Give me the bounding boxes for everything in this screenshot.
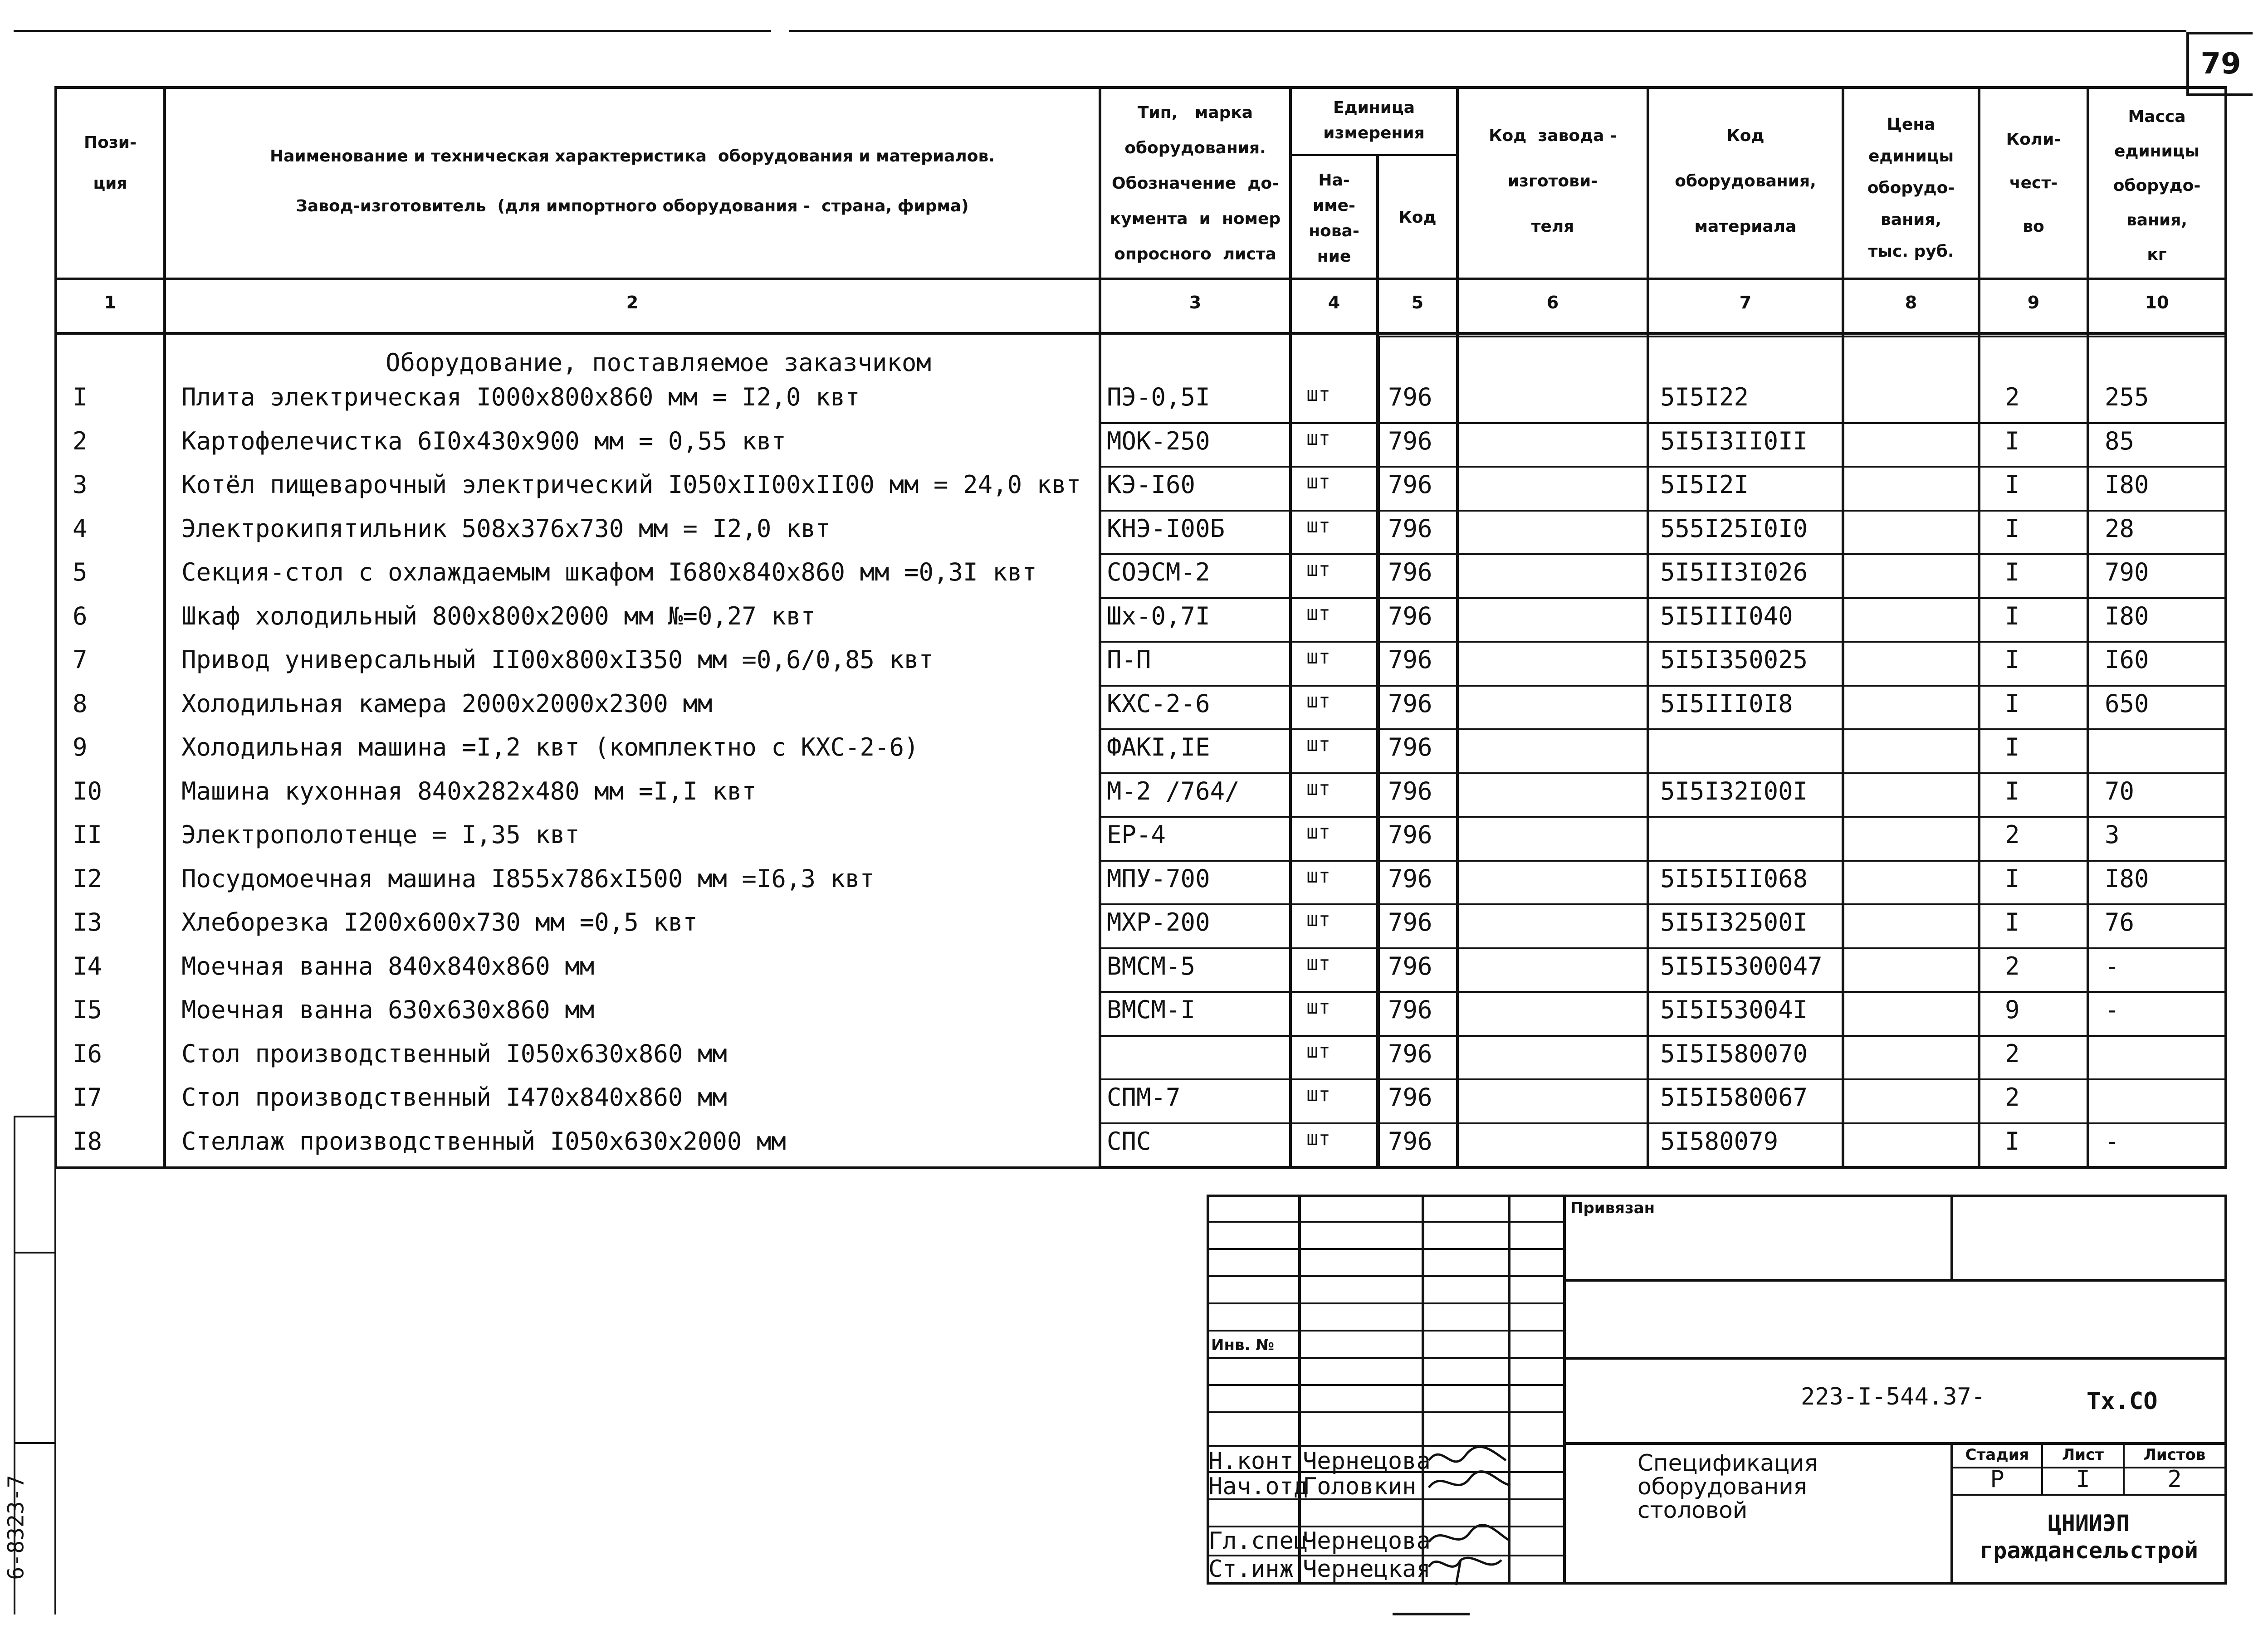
- cell-quantity: 2: [2005, 1083, 2020, 1112]
- cell-name: Моечная ванна 630x630x860 мм: [181, 995, 595, 1024]
- cell-mass: 255: [2105, 383, 2149, 411]
- row-divider: [1099, 466, 2227, 468]
- cell-equipment-code: 5I5I32I00I: [1660, 776, 1808, 805]
- cell-equipment-code: 5I5II3I026: [1660, 558, 1808, 586]
- cell-equipment-code: 5I5I580070: [1660, 1039, 1808, 1068]
- cell-quantity: I: [2005, 426, 2020, 455]
- cell-quantity: 2: [2005, 1039, 2020, 1068]
- role-1: Н.конт: [1208, 1448, 1294, 1475]
- cell-unit: шт: [1306, 864, 1330, 888]
- cell-type: ФАКI,IЕ: [1107, 733, 1210, 761]
- sheets-label: Листов: [2143, 1446, 2206, 1464]
- cell-mass: 650: [2105, 689, 2149, 718]
- header-factory-code: Код завода - изготови- теля: [1489, 127, 1617, 236]
- cell-position: I4: [73, 951, 103, 980]
- cell-mass: -: [2105, 951, 2120, 980]
- cell-name: Хлеборезка I200x600x730 мм =0,5 квт: [181, 908, 698, 937]
- cell-name: Электрополотенце = I,35 квт: [181, 820, 580, 849]
- cell-equipment-code: 555I25I0I0: [1660, 514, 1808, 543]
- cell-type: ВМСМ-5: [1107, 951, 1196, 980]
- stage-value: Р: [1990, 1466, 2004, 1493]
- cell-mass: -: [2105, 995, 2120, 1024]
- cell-mass: 28: [2105, 514, 2135, 543]
- bottom-mark: [1393, 1613, 1470, 1615]
- cell-unit: шт: [1306, 1039, 1330, 1063]
- cell-name: Стеллаж производственный I050x630x2000 мм: [181, 1127, 786, 1156]
- left-binding-mid: [14, 1252, 56, 1254]
- cell-mass: 790: [2105, 558, 2149, 586]
- stage-label: Стадия: [1965, 1446, 2029, 1464]
- cell-quantity: I: [2005, 1127, 2020, 1156]
- cell-unit: шт: [1306, 514, 1330, 537]
- header-equipment-code: Код оборудования, материала: [1675, 127, 1816, 236]
- cell-quantity: 9: [2005, 995, 2020, 1024]
- row-divider: [1099, 422, 2227, 424]
- col-number-3: 3: [1189, 293, 1202, 312]
- cell-equipment-code: 5I5III0I8: [1660, 689, 1793, 718]
- row-divider: [1099, 860, 2227, 862]
- cell-position: 5: [73, 558, 88, 586]
- cell-mass: I60: [2105, 645, 2149, 674]
- cell-name: Стол производственный I470x840x860 мм: [181, 1083, 727, 1112]
- cell-position: 7: [73, 645, 88, 674]
- role-4: Ст.инж: [1208, 1556, 1294, 1583]
- cell-name: Холодильная камера 2000x2000x2300 мм: [181, 689, 713, 718]
- cell-position: 2: [73, 426, 88, 455]
- cell-name: Электрокипятильник 508x376x730 мм = I2,0 квт: [181, 514, 831, 543]
- cell-type: КХС-2-6: [1107, 689, 1210, 718]
- cell-equipment-code: 5I580079: [1660, 1127, 1779, 1156]
- cell-equipment-code: 5I5I3II0II: [1660, 426, 1808, 455]
- row-divider: [1099, 1122, 2227, 1124]
- cell-mass: 3: [2105, 820, 2120, 849]
- org-line-2: гражданcельстрой: [1980, 1537, 2198, 1564]
- cell-unit-code: 796: [1388, 864, 1432, 893]
- cell-unit-code: 796: [1388, 908, 1432, 937]
- top-frame-line-2: [789, 30, 2186, 32]
- cell-quantity: 2: [2005, 951, 2020, 980]
- cell-name: Котёл пищеварочный электрический I050xII00xII00 мм = 24,0 квт: [181, 470, 1081, 499]
- cell-equipment-code: 5I5I22: [1660, 383, 1749, 411]
- cell-unit: шт: [1306, 1127, 1330, 1150]
- section-title: Оборудование, поставляемое заказчиком: [386, 348, 931, 377]
- cell-name: Посудомоечная машина I855x786xI500 мм =I6,3 квт: [181, 864, 875, 893]
- cell-quantity: I: [2005, 776, 2020, 805]
- cell-type: ВМСМ-I: [1107, 995, 1196, 1024]
- sheet-label: Лист: [2062, 1446, 2104, 1464]
- cell-equipment-code: 5I5I580067: [1660, 1083, 1808, 1112]
- col-number-7: 7: [1739, 293, 1752, 312]
- left-binding-line-2: [54, 1116, 56, 1614]
- cell-unit: шт: [1306, 689, 1330, 712]
- header-type: Тип, марка оборудования. Обозначение до- кумента и номер опросного листа: [1110, 103, 1281, 263]
- cell-quantity: I: [2005, 645, 2020, 674]
- cell-unit-code: 796: [1388, 1039, 1432, 1068]
- cell-position: 9: [73, 733, 88, 761]
- cell-name: Машина кухонная 840x282x480 мм =I,I квт: [181, 776, 757, 805]
- cell-quantity: 2: [2005, 383, 2020, 411]
- cell-unit: шт: [1306, 645, 1330, 668]
- cell-name: Стол производственный I050x630x860 мм: [181, 1039, 727, 1068]
- cell-unit-code: 796: [1388, 733, 1432, 761]
- left-binding-top: [14, 1116, 56, 1117]
- row-divider: [1099, 510, 2227, 512]
- sheet-number: 79: [2186, 32, 2253, 96]
- cell-name: Привод универсальный II00x800xI350 мм =0,6/0,85 квт: [181, 645, 934, 674]
- person-1: Чернецова: [1303, 1448, 1431, 1475]
- top-frame-line: [14, 30, 771, 32]
- inv-no-label: Инв. №: [1211, 1336, 1275, 1354]
- cell-equipment-code: 5I5I5300047: [1660, 951, 1823, 980]
- col-number-1: 1: [104, 293, 117, 312]
- doc-code: 223-I-544.37-: [1801, 1383, 1985, 1410]
- row-divider: [1099, 728, 2227, 730]
- row-divider: [1099, 816, 2227, 818]
- cell-unit-code: 796: [1388, 470, 1432, 499]
- cell-unit-code: 796: [1388, 689, 1432, 718]
- person-2: Головкин: [1303, 1473, 1417, 1500]
- cell-unit-code: 796: [1388, 776, 1432, 805]
- col-number-10: 10: [2145, 293, 2169, 312]
- cell-position: 8: [73, 689, 88, 718]
- row-divider: [1099, 991, 2227, 993]
- cell-position: I: [73, 383, 88, 411]
- org-line-1: ЦНИИЭП: [2048, 1510, 2130, 1536]
- side-stamp: 6-8323-7: [3, 1475, 29, 1580]
- cell-unit: шт: [1306, 383, 1330, 406]
- cell-position: II: [73, 820, 103, 849]
- cell-position: 4: [73, 514, 88, 543]
- cell-mass: I80: [2105, 470, 2149, 499]
- privyazan-label: Привязан: [1570, 1199, 1655, 1217]
- header-quantity: Коли- чест- во: [2006, 130, 2061, 236]
- cell-unit-code: 796: [1388, 995, 1432, 1024]
- cell-type: МПУ-700: [1107, 864, 1210, 893]
- cell-quantity: I: [2005, 601, 2020, 630]
- row-divider: [1099, 1166, 2227, 1168]
- row-divider: [1099, 597, 2227, 599]
- cell-quantity: I: [2005, 470, 2020, 499]
- row-divider: [1099, 641, 2227, 643]
- cell-unit: шт: [1306, 951, 1330, 975]
- header-price: Цена единицы оборудо- вания, тыс. руб.: [1867, 115, 1955, 261]
- cell-equipment-code: 5I5I53004I: [1660, 995, 1808, 1024]
- doc-suffix: Тх.СО: [2087, 1388, 2158, 1415]
- cell-unit: шт: [1306, 733, 1330, 756]
- cell-mass: -: [2105, 1127, 2120, 1156]
- col-number-8: 8: [1905, 293, 1917, 312]
- cell-unit-code: 796: [1388, 514, 1432, 543]
- person-4: Чернецкая: [1303, 1556, 1431, 1583]
- cell-unit-code: 796: [1388, 601, 1432, 630]
- signatures-icon: [1424, 1442, 1515, 1587]
- header-name: Наименование и техническая характеристика оборудования и материалов. Завод-изготовитель (для импортного оборудования - страна, фирма): [270, 147, 995, 215]
- cell-unit: шт: [1306, 995, 1330, 1019]
- header-unit-name: На- име- нова- ние: [1309, 171, 1359, 266]
- row-divider: [1099, 1078, 2227, 1080]
- header-mass: Масса единицы оборудо- вания, кг: [2113, 107, 2201, 264]
- col-number-4: 4: [1328, 293, 1340, 312]
- cell-mass: 76: [2105, 908, 2135, 937]
- cell-mass: I80: [2105, 601, 2149, 630]
- cell-unit: шт: [1306, 470, 1330, 493]
- cell-position: I6: [73, 1039, 103, 1068]
- cell-mass: 70: [2105, 776, 2135, 805]
- col-number-9: 9: [2027, 293, 2040, 312]
- doc-title: Спецификация оборудования столовой: [1637, 1450, 1818, 1523]
- row-divider: [1099, 1035, 2227, 1037]
- cell-quantity: I: [2005, 908, 2020, 937]
- cell-mass: I80: [2105, 864, 2149, 893]
- cell-position: I7: [73, 1083, 103, 1112]
- left-binding-mid-2: [14, 1442, 56, 1444]
- cell-equipment-code: 5I5I5II068: [1660, 864, 1808, 893]
- cell-name: Секция-стол с охлаждаемым шкафом I680x840x860 мм =0,3I квт: [181, 558, 1037, 586]
- cell-quantity: I: [2005, 689, 2020, 718]
- header-position: Пози- ция: [84, 133, 137, 193]
- cell-quantity: I: [2005, 733, 2020, 761]
- cell-type: СПС: [1107, 1127, 1151, 1156]
- cell-unit: шт: [1306, 908, 1330, 931]
- cell-position: I2: [73, 864, 103, 893]
- cell-type: СПМ-7: [1107, 1083, 1181, 1112]
- cell-quantity: I: [2005, 514, 2020, 543]
- col-number-2: 2: [626, 293, 639, 312]
- cell-unit-code: 796: [1388, 426, 1432, 455]
- cell-unit: шт: [1306, 558, 1330, 581]
- row-divider: [1099, 947, 2227, 949]
- cell-name: Моечная ванна 840x840x860 мм: [181, 951, 595, 980]
- row-divider: [1099, 903, 2227, 905]
- sheet-value: I: [2076, 1466, 2090, 1493]
- cell-quantity: 2: [2005, 820, 2020, 849]
- row-divider: [1099, 553, 2227, 555]
- role-2: Нач.отд: [1208, 1473, 1308, 1500]
- col-number-6: 6: [1546, 293, 1559, 312]
- cell-position: 3: [73, 470, 88, 499]
- cell-position: I8: [73, 1127, 103, 1156]
- cell-type: ПЭ-0,5I: [1107, 383, 1210, 411]
- cell-equipment-code: 5I5III040: [1660, 601, 1793, 630]
- cell-type: Шх-0,7I: [1107, 601, 1210, 630]
- cell-mass: 85: [2105, 426, 2135, 455]
- cell-unit: шт: [1306, 1083, 1330, 1106]
- cell-name: Картофелечистка 6I0x430x900 мм = 0,55 квт: [181, 426, 786, 455]
- cell-name: Холодильная машина =I,2 квт (комплектно с КХС-2-6): [181, 733, 919, 761]
- cell-type: ЕР-4: [1107, 820, 1166, 849]
- cell-name: Плита электрическая I000x800x860 мм = I2,0 квт: [181, 383, 860, 411]
- header-unit-code: Код: [1398, 208, 1437, 227]
- row-divider: [1099, 685, 2227, 687]
- cell-unit-code: 796: [1388, 1083, 1432, 1112]
- cell-unit: шт: [1306, 776, 1330, 800]
- cell-unit-code: 796: [1388, 951, 1432, 980]
- cell-type: КЭ-I60: [1107, 470, 1196, 499]
- role-3: Гл.спец: [1208, 1527, 1308, 1555]
- cell-unit-code: 796: [1388, 558, 1432, 586]
- cell-unit-code: 796: [1388, 383, 1432, 411]
- cell-type: МХР-200: [1107, 908, 1210, 937]
- cell-unit-code: 796: [1388, 645, 1432, 674]
- col-number-5: 5: [1411, 293, 1424, 312]
- cell-position: 6: [73, 601, 88, 630]
- cell-quantity: I: [2005, 864, 2020, 893]
- cell-type: П-П: [1107, 645, 1151, 674]
- cell-unit: шт: [1306, 426, 1330, 450]
- cell-unit: шт: [1306, 601, 1330, 625]
- cell-unit: шт: [1306, 820, 1330, 844]
- cell-type: М-2 /764/: [1107, 776, 1240, 805]
- cell-unit-code: 796: [1388, 820, 1432, 849]
- cell-position: I5: [73, 995, 103, 1024]
- cell-position: I0: [73, 776, 103, 805]
- cell-equipment-code: 5I5I32500I: [1660, 908, 1808, 937]
- person-3: Чернецова: [1303, 1527, 1431, 1555]
- cell-equipment-code: 5I5I2I: [1660, 470, 1749, 499]
- cell-position: I3: [73, 908, 103, 937]
- cell-equipment-code: 5I5I350025: [1660, 645, 1808, 674]
- sheets-value: 2: [2167, 1466, 2182, 1493]
- cell-unit-code: 796: [1388, 1127, 1432, 1156]
- cell-quantity: I: [2005, 558, 2020, 586]
- cell-name: Шкаф холодильный 800x800x2000 мм №=0,27 квт: [181, 601, 816, 630]
- cell-type: СОЭСМ-2: [1107, 558, 1210, 586]
- body-top-line: [1376, 336, 2224, 337]
- header-unit: Единица измерения: [1323, 98, 1425, 142]
- cell-type: МОК-250: [1107, 426, 1210, 455]
- row-divider: [1099, 772, 2227, 774]
- cell-type: КНЭ-I00Б: [1107, 514, 1225, 543]
